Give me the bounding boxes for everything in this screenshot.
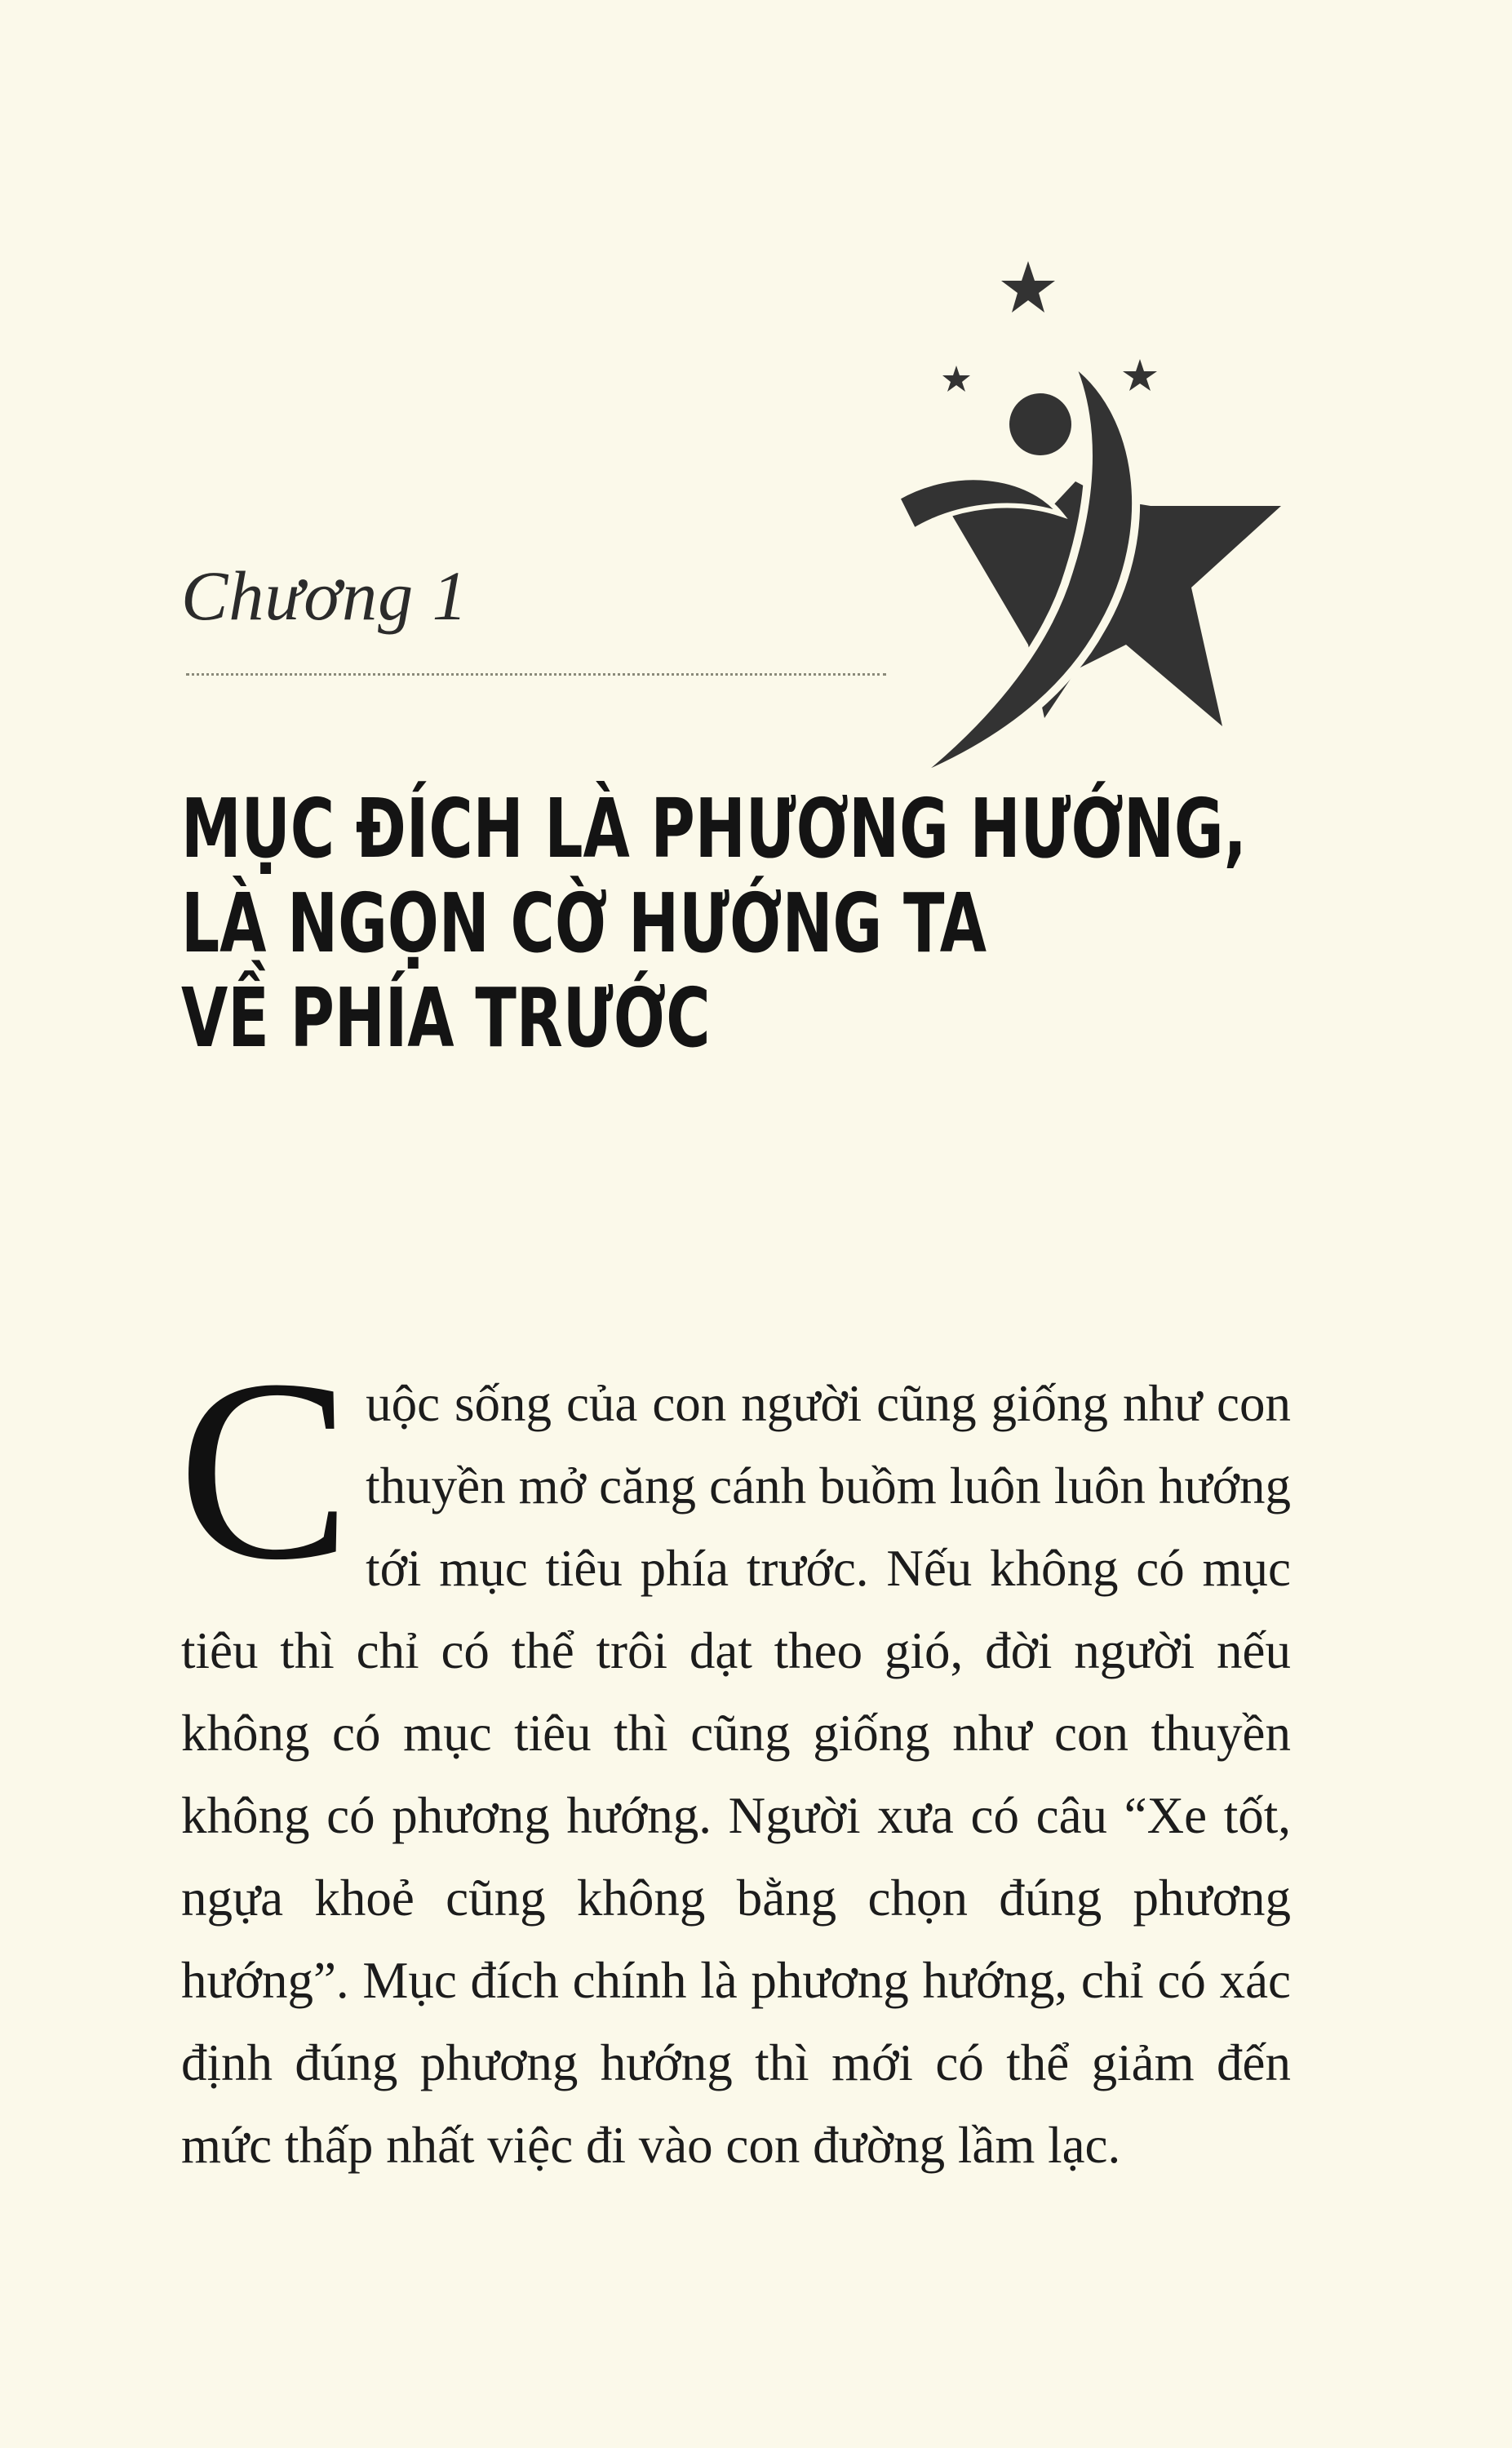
small-star-icon	[1001, 261, 1055, 313]
small-star-icon	[1123, 359, 1157, 391]
paragraph-text: uộc sống của con người cũng giống như con thuyền mở căng cánh buồm luôn luôn hướng tới mục tiêu phía trước. Nếu không có mục tiêu thì chỉ có thể trôi dạt theo gió, đời người nếu không có mục tiêu thì cũng giống như con thuyền không có phương hướng. Người xưa có câu “Xe tốt, ngựa khoẻ cũng không bằng chọn đúng phương hướng”. Mục đích chính là phương hướng, chỉ có xác định đúng phương hướng thì mới có thể giảm đến mức thấp nhất việc đi vào con đường lầm lạc.	[181, 1375, 1291, 2174]
drop-cap: C	[178, 1326, 352, 1613]
chapter-title-line: VỀ PHÍA TRƯỚC	[181, 970, 711, 1066]
chapter-title-line: MỤC ĐÍCH LÀ PHƯƠNG HƯỚNG,	[181, 781, 1247, 876]
chapter-title	[181, 781, 1247, 1066]
chapter-title-line: LÀ NGỌN CỜ HƯỚNG TA	[181, 876, 987, 971]
figure-head-icon	[1009, 393, 1071, 455]
dotted-divider	[186, 673, 886, 676]
body-paragraph	[178, 1326, 1291, 2187]
small-star-icon	[942, 366, 970, 392]
chapter-label: Chương 1	[181, 557, 468, 635]
star-figure-logo-icon	[881, 261, 1306, 783]
